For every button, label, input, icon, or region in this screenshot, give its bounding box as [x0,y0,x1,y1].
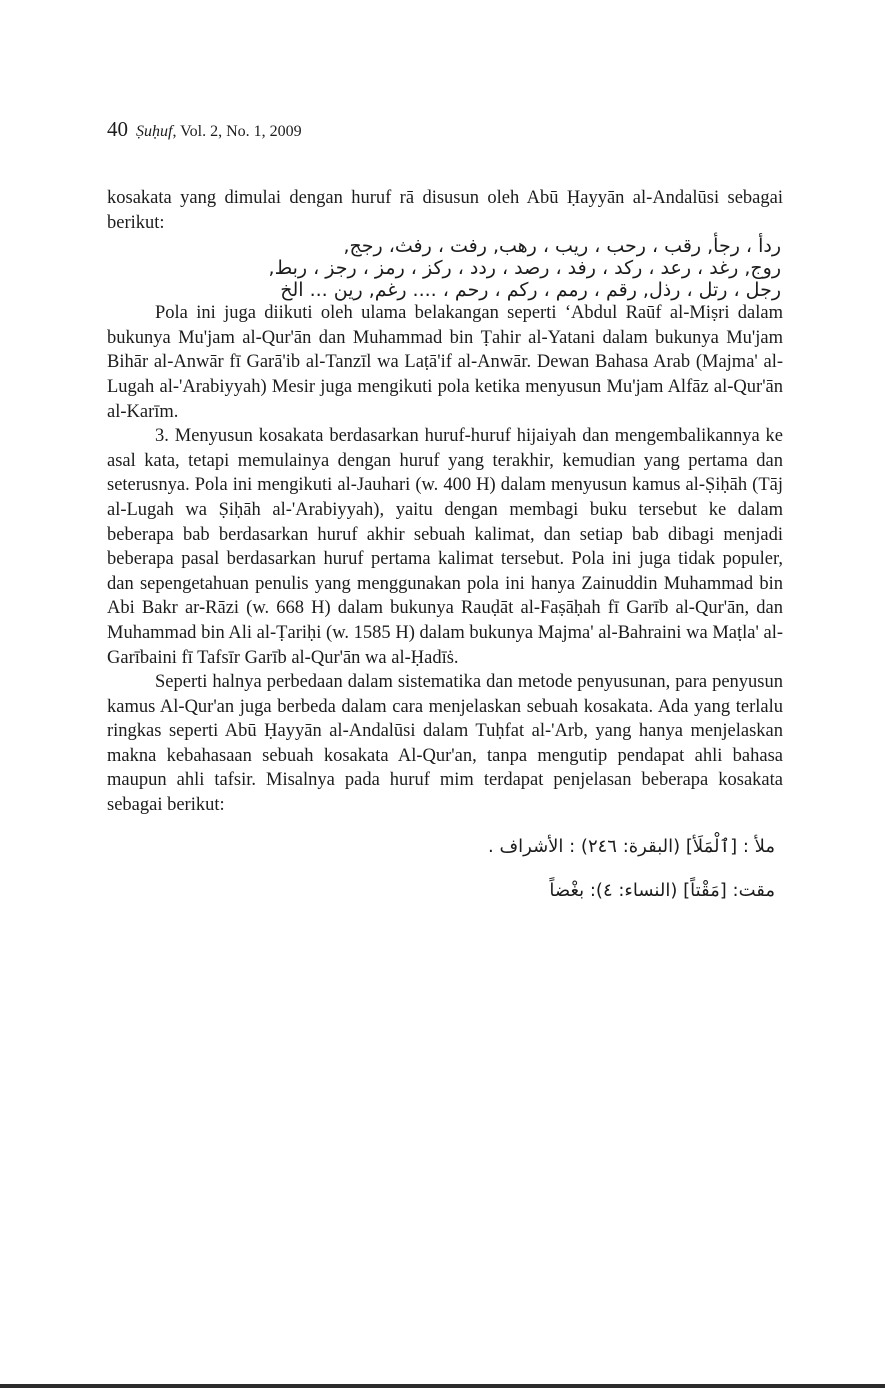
arabic-word-list-line-2: روج, رغد ، رعد ، ركد ، رفد ، رصد ، ردد ، ركز ، رمز ، رجز ، ربط, [268,257,781,280]
arabic-word-list-line-1: ردأ ، رجأ, رقب ، رحب ، ريب ، رهب, رفت ، رفث، رجج, [343,235,781,258]
intro-paragraph: kosakata yang dimulai dengan huruf rā disusun oleh Abū Ḥayyān al-Andalūsi sebagai berikut: [107,188,783,233]
arabic-definition-mala: ملأ : [ٱلْمَلَأ] (البقرة: ٢٤٦) : الأشراف . [488,835,775,857]
paragraph-method-3: 3. Menyusun kosakata berdasarkan huruf-huruf hijaiyah dan mengembalikannya ke asal kata, tetapi memulainya dengan huruf yang terakhir, kemudian yang pertama dan seterusnya. Pola ini mengikuti al-Jauhari (w. 400 H) dalam menyusun kamus al-Ṣiḥāh (Tāj al-Lugah wa Ṣiḥāh al-'Arabiyyah), yaitu dengan membagi buku tersebut ke dalam beberapa bab berdasarkan huruf akhir sebuah kalimat, dan setiap bab dibagi menjadi beberapa pasal berdasarkan huruf pertama kalimat tersebut. Pola ini juga tidak populer, dan sepengetahuan penulis yang menggunakan pola ini hanya Zainuddin Muhammad bin Abi Bakr ar-Rāzi (w. 668 H) dalam bukunya Rauḍāt al-Faṣāḥah fī Garīb al-Qur'ān, dan Muhammad bin Ali al-Ṭariḥi (w. 1585 H) dalam bukunya Majma' al-Bahraini wa Maṭla' al-Garībaini fī Tafsīr Garīb al-Qur'ān wa al-Ḥadīṡ. [107,426,783,668]
page-number: 40 [107,117,128,141]
paragraph-followers: Pola ini juga diikuti oleh ulama belakangan seperti ‘Abdul Raūf al-Miṣri dalam bukunya Mu'jam al-Qur'ān dan Muhammad bin Ṭahir al-Yatani dalam bukunya Mu'jam Bihār al-Anwār fī Garā'ib al-Tanzīl wa Laṭā'if al-Anwār. Dewan Bahasa Arab (Majma' al-Lugah al-'Arabiyyah) Mesir juga mengikuti pola ketika menyusun Mu'jam Alfāz al-Qur'ān al-Karīm. [107,303,783,422]
paragraph-explanation-styles: Seperti halnya perbedaan dalam sistematika dan metode penyusunan, para penyusun kamus Al-Qur'an juga berbeda dalam cara menjelaskan sebuah kosakata. Ada yang terlalu ringkas seperti Abū Ḥayyān al-Andalūsi dalam Tuḥfat al-'Arb, yang hanya menjelaskan makna kebahasaan sebuah kosakata Al-Qur'an, tanpa mengutip pendapat ahli bahasa maupun ahli tafsir. Misalnya pada huruf mim terdapat penjelasan beberapa kosakata sebagai berikut: [107,672,783,816]
page-bottom-edge [0,1384,885,1388]
journal-name: Ṣuḥuf [136,123,173,140]
arabic-word-list-line-3: رجل ، رتل ، رذل, رقم ، رمم ، ركم ، رحم ، .... رغم, رين ... الخ [280,279,781,302]
arabic-definition-maqt: مقت: [مَقْتاً] (النساء: ٤): بغْضاً [549,879,775,901]
journal-volume: , Vol. 2, No. 1, 2009 [172,123,302,140]
page-body [107,186,783,902]
running-header [107,117,302,142]
